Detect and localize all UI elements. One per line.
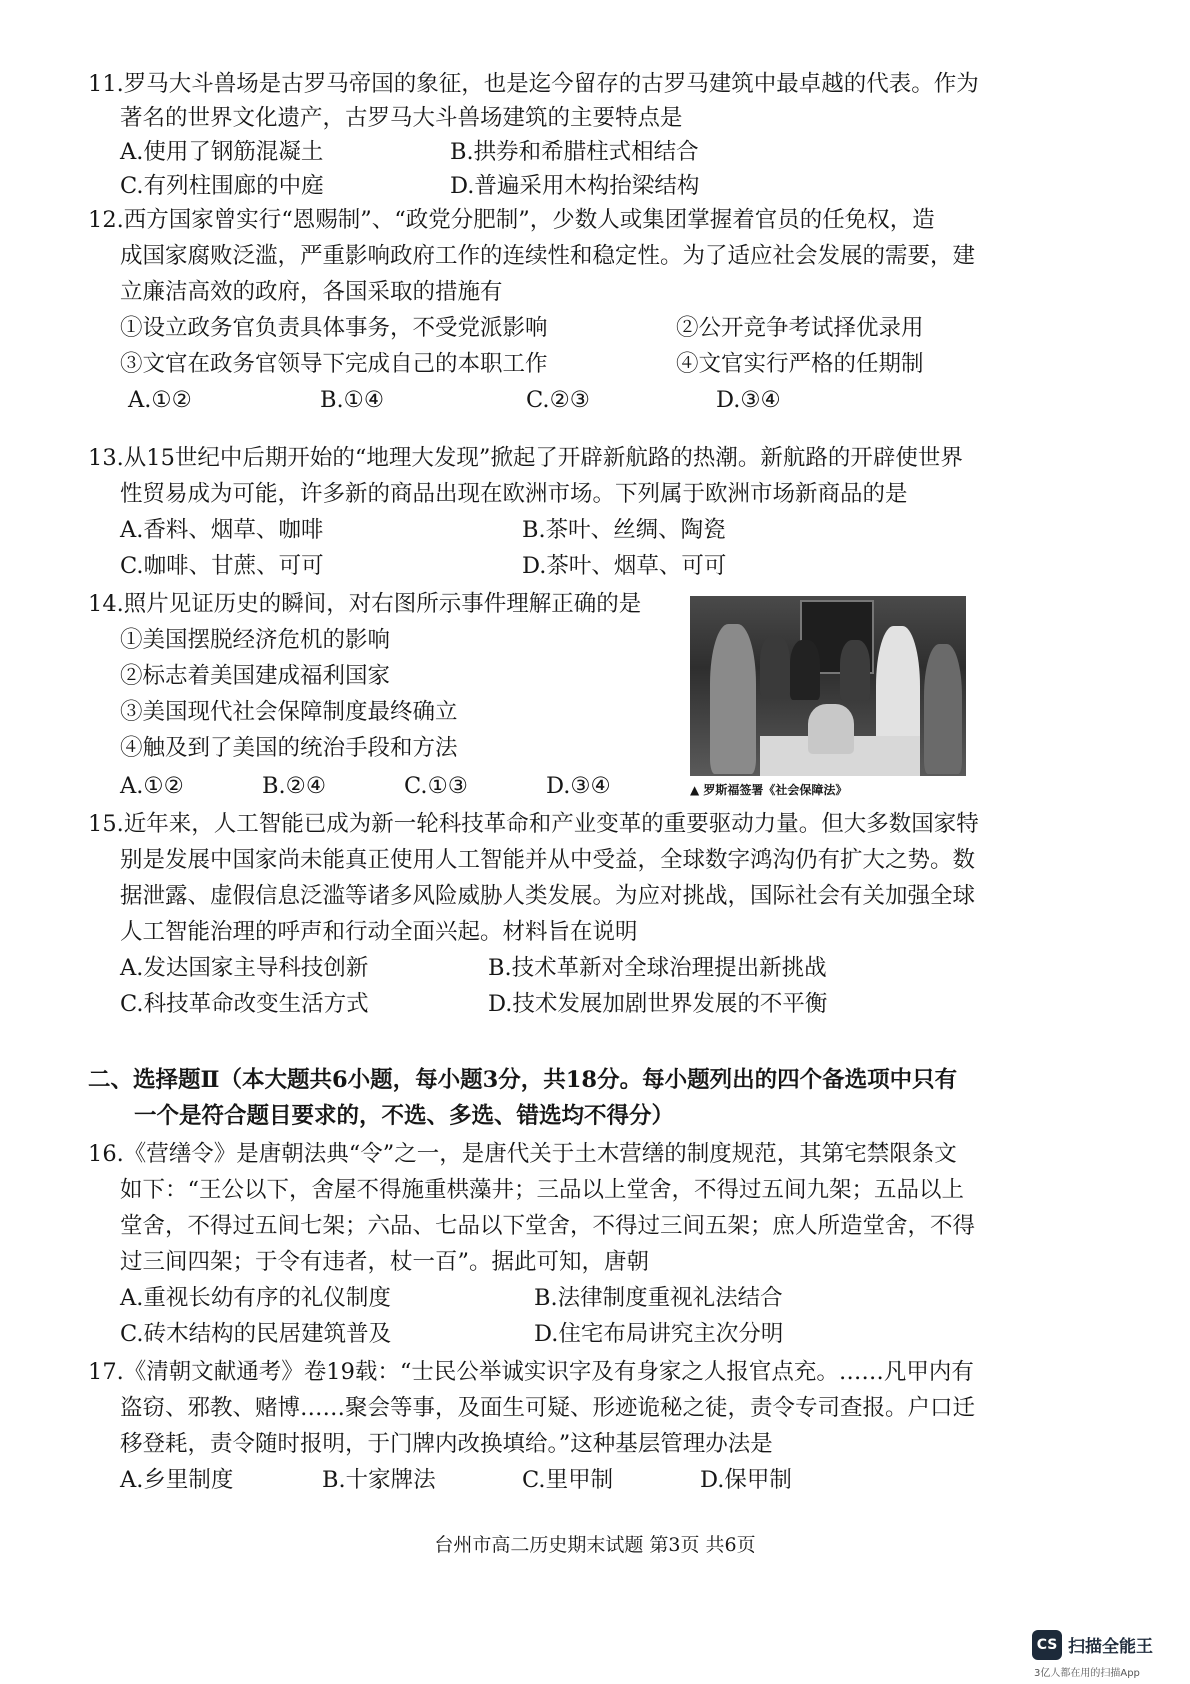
q12-stem-line: 成国家腐败泛滥，严重影响政府工作的连续性和稳定性。为了适应社会发展的需要，建 — [120, 243, 976, 269]
background-figure — [840, 640, 870, 700]
q14-option-d: D.③④ — [546, 773, 611, 799]
section-heading: 二、选择题Ⅱ（本大题共6小题，每小题3分，共18分。每小题列出的四个备选项中只有 — [88, 1067, 958, 1093]
q15-stem-line: 别是发展中国家尚未能真正使用人工智能并从中受益，全球数字鸿沟仍有扩大之势。数 — [120, 847, 976, 873]
q14-item-1: ①美国摆脱经济危机的影响 — [120, 627, 391, 653]
watermark-tagline: 3亿人都在用的扫描App — [1034, 1668, 1140, 1679]
q16-option-a: A.重视长幼有序的礼仪制度 — [120, 1285, 391, 1311]
scanner-watermark — [1032, 1626, 1182, 1682]
seated-figure — [808, 704, 854, 754]
q14-stem-line: 14.照片见证历史的瞬间，对右图所示事件理解正确的是 — [88, 591, 642, 617]
q17-stem-line: 盗窃、邪教、赌博……聚会等事，及面生可疑、形迹诡秘之徒，责令专司查报。户口迁 — [120, 1395, 976, 1421]
q17-option-a: A.乡里制度 — [120, 1467, 234, 1493]
q16-stem-line: 16.《营缮令》是唐朝法典“令”之一，是唐代关于土木营缮的制度规范，其第宅禁限条文 — [88, 1141, 957, 1167]
q12-item-4: ④文官实行严格的任期制 — [676, 351, 924, 377]
background-figure — [790, 640, 820, 700]
q14-option-b: B.②④ — [262, 773, 327, 799]
q16-stem-line: 过三间四架；于令有违者，杖一百”。据此可知，唐朝 — [120, 1249, 650, 1275]
roosevelt-signing-photo — [690, 596, 966, 776]
watermark-app-name: 扫描全能王 — [1068, 1637, 1153, 1657]
q15-stem-line: 据泄露、虚假信息泛滥等诸多风险威胁人类发展。为应对挑战，国际社会有关加强全球 — [120, 883, 976, 909]
standing-figure — [710, 624, 756, 774]
q11-option-c: C.有列柱围廊的中庭 — [120, 173, 324, 199]
q16-option-c: C.砖木结构的民居建筑普及 — [120, 1321, 392, 1347]
camscanner-logo-icon: CS — [1032, 1630, 1062, 1660]
q16-option-d: D.住宅布局讲究主次分明 — [534, 1321, 784, 1347]
q17-option-c: C.里甲制 — [522, 1467, 614, 1493]
q15-option-a: A.发达国家主导科技创新 — [120, 955, 369, 981]
q13-option-a: A.香料、烟草、咖啡 — [120, 517, 324, 543]
q14-item-3: ③美国现代社会保障制度最终确立 — [120, 699, 458, 725]
q14-option-c: C.①③ — [404, 773, 468, 799]
q17-option-b: B.十家牌法 — [322, 1467, 436, 1493]
q12-stem-line: 立廉洁高效的政府，各国采取的措施有 — [120, 279, 503, 305]
section-heading-cont: 一个是符合题目要求的，不选、多选、错选均不得分） — [134, 1103, 675, 1129]
q13-option-c: C.咖啡、甘蔗、可可 — [120, 553, 324, 579]
q14-item-4: ④触及到了美国的统治手段和方法 — [120, 735, 458, 761]
q11-stem-line: 11.罗马大斗兽场是古罗马帝国的象征，也是迄今留存的古罗马建筑中最卓越的代表。作为 — [88, 71, 979, 97]
q12-item-3: ③文官在政务官领导下完成自己的本职工作 — [120, 351, 548, 377]
q13-option-b: B.茶叶、丝绸、陶瓷 — [522, 517, 726, 543]
q15-option-c: C.科技革命改变生活方式 — [120, 991, 369, 1017]
q17-stem-line: 17.《清朝文献通考》卷19载：“士民公举诚实识字及有身家之人报官点充。……凡甲内有 — [88, 1359, 974, 1385]
q13-stem-line: 性贸易成为可能，许多新的商品出现在欧洲市场。下列属于欧洲市场新商品的是 — [120, 481, 908, 507]
q15-option-d: D.技术发展加剧世界发展的不平衡 — [488, 991, 828, 1017]
q17-option-d: D.保甲制 — [700, 1467, 792, 1493]
q11-option-a: A.使用了钢筋混凝土 — [120, 139, 324, 165]
q16-option-b: B.法律制度重视礼法结合 — [534, 1285, 783, 1311]
q12-option-a: A.①② — [128, 387, 192, 413]
q12-item-1: ①设立政务官负责具体事务，不受党派影响 — [120, 315, 548, 341]
q15-stem-line: 15.近年来，人工智能已成为新一轮科技革命和产业变革的重要驱动力量。但大多数国家特 — [88, 811, 979, 837]
photo-caption: ▲ 罗斯福签署《社会保障法》 — [690, 783, 848, 797]
background-figure — [760, 636, 790, 696]
q12-item-2: ②公开竞争考试择优录用 — [676, 315, 924, 341]
q15-stem-line: 人工智能治理的呼声和行动全面兴起。材料旨在说明 — [120, 919, 638, 945]
q15-option-b: B.技术革新对全球治理提出新挑战 — [488, 955, 827, 981]
q13-option-d: D.茶叶、烟草、可可 — [522, 553, 727, 579]
q12-option-c: C.②③ — [526, 387, 590, 413]
q12-stem-line: 12.西方国家曾实行“恩赐制”、“政党分肥制”，少数人或集团掌握着官员的任免权，造 — [88, 207, 935, 233]
q11-stem-line: 著名的世界文化遗产，古罗马大斗兽场建筑的主要特点是 — [120, 105, 683, 131]
q14-item-2: ②标志着美国建成福利国家 — [120, 663, 391, 689]
q16-stem-line: 如下：“王公以下，舍屋不得施重栱藻井；三品以上堂舍，不得过五间九架；五品以上 — [120, 1177, 965, 1203]
q16-stem-line: 堂舍，不得过五间七架；六品、七品以下堂舍，不得过三间五架；庶人所造堂舍，不得 — [120, 1213, 976, 1239]
q14-option-a: A.①② — [120, 773, 184, 799]
q12-option-b: B.①④ — [320, 387, 385, 413]
q11-option-d: D.普遍采用木构抬梁结构 — [450, 173, 700, 199]
q11-option-b: B.拱券和希腊柱式相结合 — [450, 139, 699, 165]
standing-figure — [924, 644, 962, 774]
q12-option-d: D.③④ — [716, 387, 781, 413]
q17-stem-line: 移登耗，责令随时报明，于门牌内改换填给。”这种基层管理办法是 — [120, 1431, 773, 1457]
q13-stem-line: 13.从15世纪中后期开始的“地理大发现”掀起了开辟新航路的热潮。新航路的开辟使世界 — [88, 445, 963, 471]
page-footer: 台州市高二历史期末试题 第3页 共6页 — [434, 1534, 756, 1556]
